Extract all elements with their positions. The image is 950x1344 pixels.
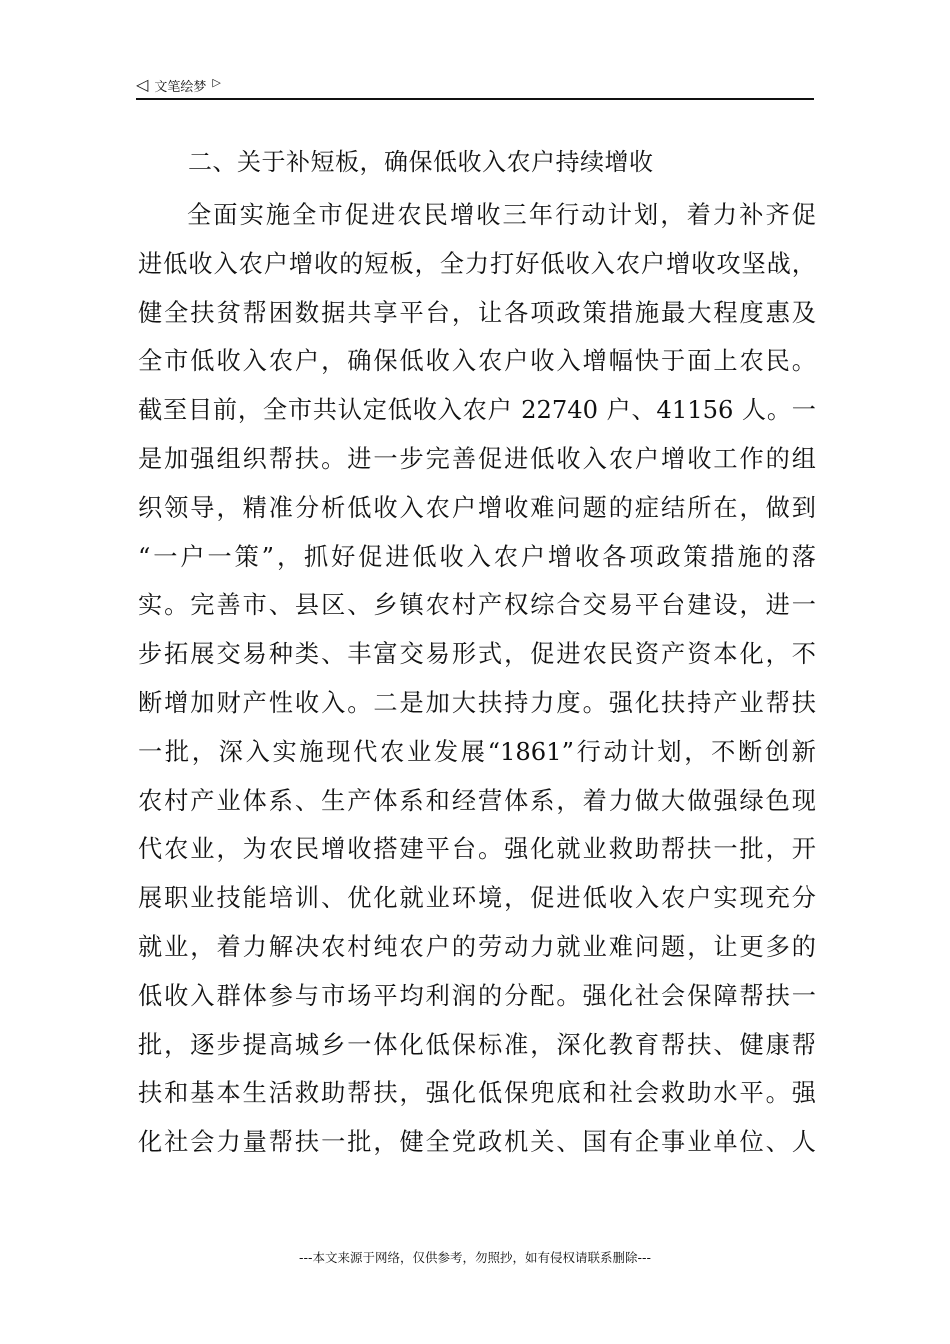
body-paragraph bbox=[138, 191, 816, 1167]
paragraph-line: 健全扶贫帮困数据共享平台，让各项政策措施最大程度惠及 bbox=[138, 298, 816, 327]
paragraph-line: 是加强组织帮扶。进一步完善促进低收入农户增收工作的组 bbox=[138, 444, 816, 473]
header-brand: 文笔绘梦 bbox=[154, 79, 207, 95]
paragraph-line: 化社会力量帮扶一批，健全党政机关、国有企事业单位、人 bbox=[138, 1128, 816, 1157]
paragraph-line: 农村产业体系、生产体系和经营体系，着力做大做强绿色现 bbox=[138, 786, 816, 815]
paragraph-line: 实。完善市、县区、乡镇农村产权综合交易平台建设，进一 bbox=[138, 591, 816, 620]
paragraph-line: 进低收入农户增收的短板，全力打好低收入农户增收攻坚战， bbox=[138, 249, 816, 278]
triangle-left-icon: ◁ bbox=[136, 75, 149, 94]
section-heading: 二、关于补短板，确保低收入农户持续增收 bbox=[188, 148, 654, 176]
paragraph-line: 低收入群体参与市场平均利润的分配。强化社会保障帮扶一 bbox=[138, 981, 816, 1010]
paragraph-line: 代农业，为农民增收搭建平台。强化就业救助帮扶一批，开 bbox=[138, 835, 816, 864]
paragraph-line: 批，逐步提高城乡一体化低保标准，深化教育帮扶、健康帮 bbox=[138, 1030, 816, 1059]
paragraph-line: 截至目前，全市共认定低收入农户 22740 户、41156 人。一 bbox=[138, 396, 816, 425]
triangle-right-icon: ▷ bbox=[212, 75, 221, 89]
paragraph-line: 全市低收入农户，确保低收入农户收入增幅快于面上农民。 bbox=[138, 347, 816, 376]
paragraph-line: 扶和基本生活救助帮扶，强化低保兜底和社会救助水平。强 bbox=[138, 1079, 816, 1108]
paragraph-line: 织领导，精准分析低收入农户增收难问题的症结所在，做到 bbox=[138, 493, 816, 522]
paragraph-line: 断增加财产性收入。二是加大扶持力度。强化扶持产业帮扶 bbox=[138, 688, 816, 717]
paragraph-line: 就业，着力解决农村纯农户的劳动力就业难问题，让更多的 bbox=[138, 932, 816, 961]
page-header bbox=[136, 72, 814, 100]
paragraph-line: 步拓展交易种类、丰富交易形式，促进农民资产资本化，不 bbox=[138, 640, 816, 669]
paragraph-line: “一户一策”，抓好促进低收入农户增收各项政策措施的落 bbox=[138, 542, 816, 571]
paragraph-line: 全面实施全市促进农民增收三年行动计划，着力补齐促 bbox=[187, 201, 816, 229]
paragraph-line: 一批，深入实施现代农业发展“1861”行动计划，不断创新 bbox=[138, 737, 816, 766]
footer-disclaimer: ---本文来源于网络，仅供参考，勿照抄，如有侵权请联系删除--- bbox=[298, 1250, 652, 1265]
paragraph-line: 展职业技能培训、优化就业环境，促进低收入农户实现充分 bbox=[138, 884, 816, 913]
